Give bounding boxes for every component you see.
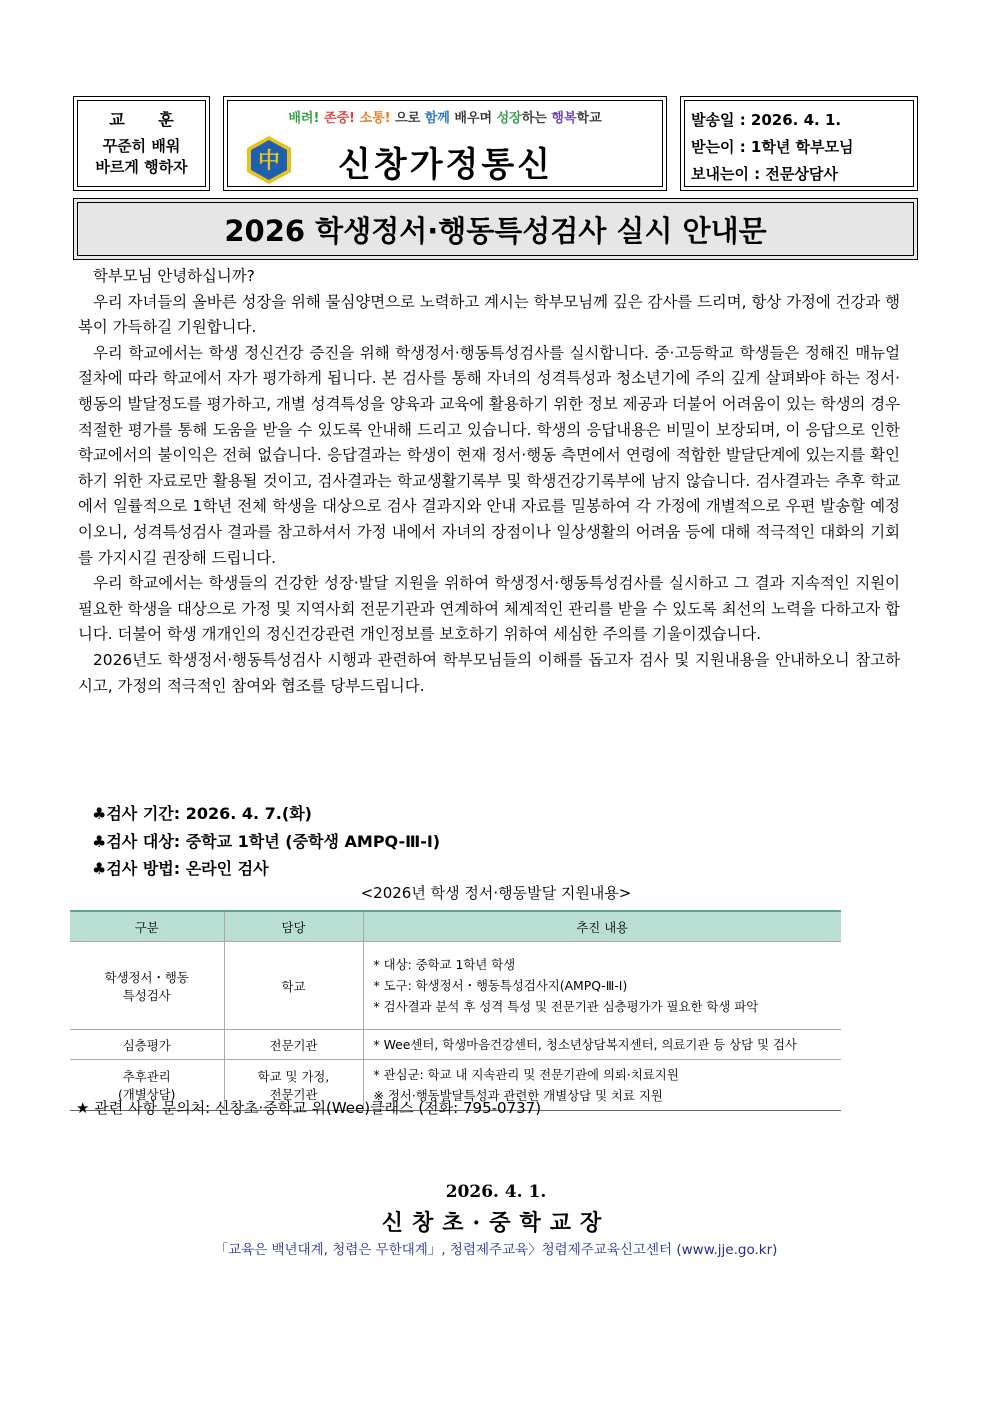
paragraph-thanks: 우리 자녀들의 올바른 성장을 위해 물심양면으로 노력하고 계시는 학부모님께 깊은 감사를 드리며, 항상 가정에 건강과 행복이 가득하길 기원합니다.: [78, 292, 900, 337]
school-slogan: [228, 107, 662, 126]
exam-target: ♣검사 대상: 중학교 1학년 (중학생 AMPQ-Ⅲ-Ⅰ): [92, 831, 441, 851]
slogan-segment: 존중!: [323, 111, 360, 126]
paragraph-purpose: 우리 학교에서는 학생 정신건강 증진을 위해 학생정서·행동특성검사를 실시합니다. 중·고등학교 학생들은 정해진 매뉴얼 절차에 따라 학교에서 자가 평가하게 됩니다. 본 검사를 통해 자녀의 성격특성과 청소년기에 주의 깊게 살펴봐야 하는 정서·행동의 발달정도를 평가하고, 개별 성격특성을 양육과 교육에 활용하기 위한 정보 제공과 더불어 어려움이 있는 학생의 경우 적절한 평가를 통해 도움을 받을 수 있도록 안내해 드리고 있습니다. 학생의 응답내용은 비밀이 보장되며, 이 응답으로 인한 학교에서의 불이익은 전혀 없습니다. 응답결과는 학생이 현재 정서·행동 측면에서 연령에 적합한 발달단계에 있는지를 확인하기 위한 자료로만 활용될 것이고, 검사결과는 학교생활기록부 및 학생건강기록부에 남지 않습니다. 검사결과는 추후 학교에서 일률적으로 1학년 전체 학생을 대상으로 검사 결과지와 안내 자료를 밀봉하여 각 가정에 개별적으로 우편 발송할 예정이오니, 성격특성검사 결과를 참고하셔서 가정 내에서 자녀의 장점이나 일상생활의 어려움 등에 대해 적극적인 대화의 기회를 가지시길 권장해 드립니다.: [78, 343, 900, 567]
recipient: 받는이 : 1학년 학부모님: [691, 138, 854, 156]
motto-line-2: 바르게 행하자: [95, 158, 188, 176]
dispatch-info-box: [680, 96, 918, 191]
paragraph-request: 2026년도 학생정서·행동특성검사 시행과 관련하여 학부모님들의 이해를 돕고자 검사 및 지원내용을 안내하오니 참고하시고, 가정의 적극적인 참여와 협조를 당부드립니다.: [78, 650, 900, 695]
club-bullet-icon: ♣: [92, 859, 107, 878]
table-caption: <2026년 학생 정서·행동발달 지원내용>: [360, 884, 632, 902]
slogan-segment: 소통!: [359, 111, 396, 126]
motto-box: [73, 96, 210, 191]
slogan-segment: 함께: [424, 111, 455, 126]
newsletter-title: 신창가정통신: [338, 145, 554, 185]
slogan-segment: 행복: [551, 111, 577, 126]
header-owner: 담당: [224, 911, 363, 942]
principal-signature: 신창초·중학교장: [381, 1210, 611, 1236]
school-emblem-icon: [244, 135, 294, 185]
table-row: [70, 942, 841, 1030]
contact-info: ★ 관련 사항 문의처: 신창초·중학교 위(Wee)클래스 (전화: 795-0737): [76, 1099, 542, 1117]
row-content: * Wee센터, 학생마음건강센터, 청소년상담복지센터, 의료기관 등 상담 및 검사: [363, 1030, 841, 1060]
motto-title: 교 훈: [109, 110, 188, 129]
slogan-segment: 으로: [395, 111, 425, 126]
club-bullet-icon: ♣: [92, 831, 107, 851]
document-title: 2026 학생정서·행동특성검사 실시 안내문: [77, 202, 914, 256]
masthead-box: [223, 96, 667, 191]
support-table: [70, 910, 841, 1111]
row-content: * 대상: 중학교 1학년 학생 * 도구: 학생정서・행동특성검사지(AMPQ-Ⅲ-Ⅰ) * 검사결과 분석 후 성격 특성 및 전문기관 심층평가가 필요한 학생 파악: [363, 942, 841, 1030]
svg-text:中: 中: [257, 149, 281, 174]
slogan-segment: 학교: [576, 111, 602, 126]
issue-date: 2026. 4. 1.: [445, 1182, 547, 1202]
sender: 보내는이 : 전문상담사: [691, 165, 838, 183]
row-category: 추후관리 (개별상담): [70, 1060, 224, 1111]
row-owner: 학교: [224, 942, 363, 1030]
exam-period: ♣검사 기간: 2026. 4. 7.(화): [92, 804, 312, 823]
exam-method: ♣검사 방법: 온라인 검사: [92, 859, 269, 878]
row-category: 심층평가: [70, 1030, 224, 1060]
club-bullet-icon: ♣: [92, 804, 107, 823]
letter-body: [78, 264, 900, 699]
sent-date: 발송일 : 2026. 4. 1.: [691, 111, 842, 129]
motto-line-1: 꾸준히 배워: [102, 137, 181, 155]
greeting: 학부모님 안녕하십니까?: [93, 267, 255, 285]
row-owner: 학교 및 가정, 전문기관: [224, 1060, 363, 1111]
slogan-segment: 배우며: [454, 111, 497, 126]
row-category: 학생정서・행동 특성검사: [70, 942, 224, 1030]
header-category: 구분: [70, 911, 224, 942]
table-row: [70, 1030, 841, 1060]
slogan-segment: 배려!: [288, 111, 324, 126]
row-owner: 전문기관: [224, 1030, 363, 1060]
row-content: * 관심군: 학교 내 지속관리 및 전문기관에 의뢰·치료지원 ※ 정서·행동발달특성과 관련한 개별상담 및 치료 지원: [363, 1060, 841, 1111]
table-header-row: [70, 911, 841, 942]
document-title-bar: [73, 198, 918, 260]
integrity-campaign-line: 「교육은 백년대계, 청렴은 무한대계」, 청렴제주교육〉청렴제주교육신고센터 (www.jje.go.kr): [214, 1242, 778, 1258]
header-content: 추진 내용: [363, 911, 841, 942]
slogan-segment: 성장: [496, 111, 522, 126]
paragraph-support: 우리 학교에서는 학생들의 건강한 성장·발달 지원을 위하여 학생정서·행동특성검사를 실시하고 그 결과 지속적인 지원이 필요한 학생을 대상으로 가정 및 지역사회 전문기관과 연계하여 체계적인 관리를 받을 수 있도록 최선의 노력을 다하고자 합니다. 더불어 학생 개개인의 정신건강관련 개인정보를 보호하기 위하여 세심한 주의를 기울이겠습니다.: [78, 574, 900, 644]
slogan-segment: 하는: [521, 111, 552, 126]
exam-details: [92, 800, 440, 883]
